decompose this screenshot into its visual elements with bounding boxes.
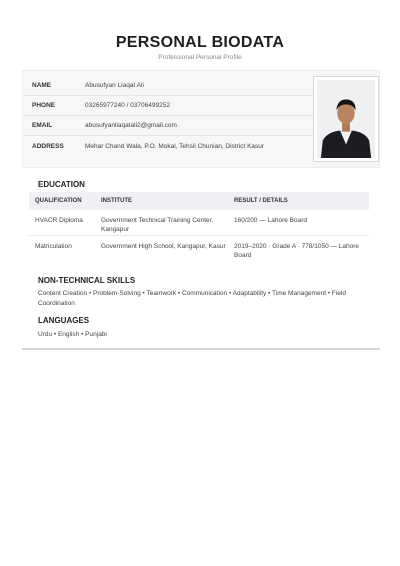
info-row-name (23, 76, 313, 96)
info-value: Abusufyan Liaqat Ali (85, 82, 144, 89)
table-cell: HVACR Diploma (35, 217, 83, 224)
info-value: Mehar Chand Wala, P.O. Mokal, Tehsil Chunian, District Kasur (85, 142, 265, 150)
languages-heading: LANGUAGES (38, 316, 90, 325)
education-table (29, 192, 369, 266)
table-cell: 160/200 — Lahore Board (234, 217, 307, 224)
education-heading: EDUCATION (38, 180, 85, 189)
info-value: 03265977240 / 03706499252 (85, 102, 170, 109)
info-label: NAME (32, 82, 52, 89)
table-cell: Government High School, Kangapur, Kasur (101, 243, 226, 250)
column-header: RESULT / DETAILS (234, 198, 288, 204)
profile-photo-frame (313, 76, 379, 162)
info-label: ADDRESS (32, 142, 64, 150)
languages-text: Urdu • English • Punjabi (38, 331, 107, 338)
table-row (29, 210, 369, 236)
info-row-email (23, 116, 313, 136)
table-header-row (29, 192, 369, 210)
page-title: PERSONAL BIODATA (115, 34, 285, 51)
skills-text: Content Creation • Problem-Solving • Teamwork • Communication • Adaptability • Time Management • Field Coordination (38, 290, 346, 307)
table-cell: Government Technical Training Center, Kangapur (101, 217, 214, 233)
page-subtitle: Professional Personal Profile (158, 54, 242, 61)
info-value: abusufyanliaqatali2@gmail.com (85, 122, 177, 129)
info-label: EMAIL (32, 122, 53, 129)
table-cell: 2019–2020 · Grade A · 778/1050 — Lahore Board (234, 243, 360, 259)
info-row-phone (23, 96, 313, 116)
column-header: QUALIFICATION (35, 198, 82, 204)
column-header: INSTITUTE (101, 198, 132, 204)
table-cell: Matriculation (35, 243, 72, 250)
info-row-address (23, 136, 313, 156)
divider (22, 348, 380, 350)
skills-heading: NON-TECHNICAL SKILLS (38, 276, 136, 285)
table-row (29, 236, 369, 266)
info-label: PHONE (32, 102, 56, 109)
profile-photo (317, 80, 375, 158)
